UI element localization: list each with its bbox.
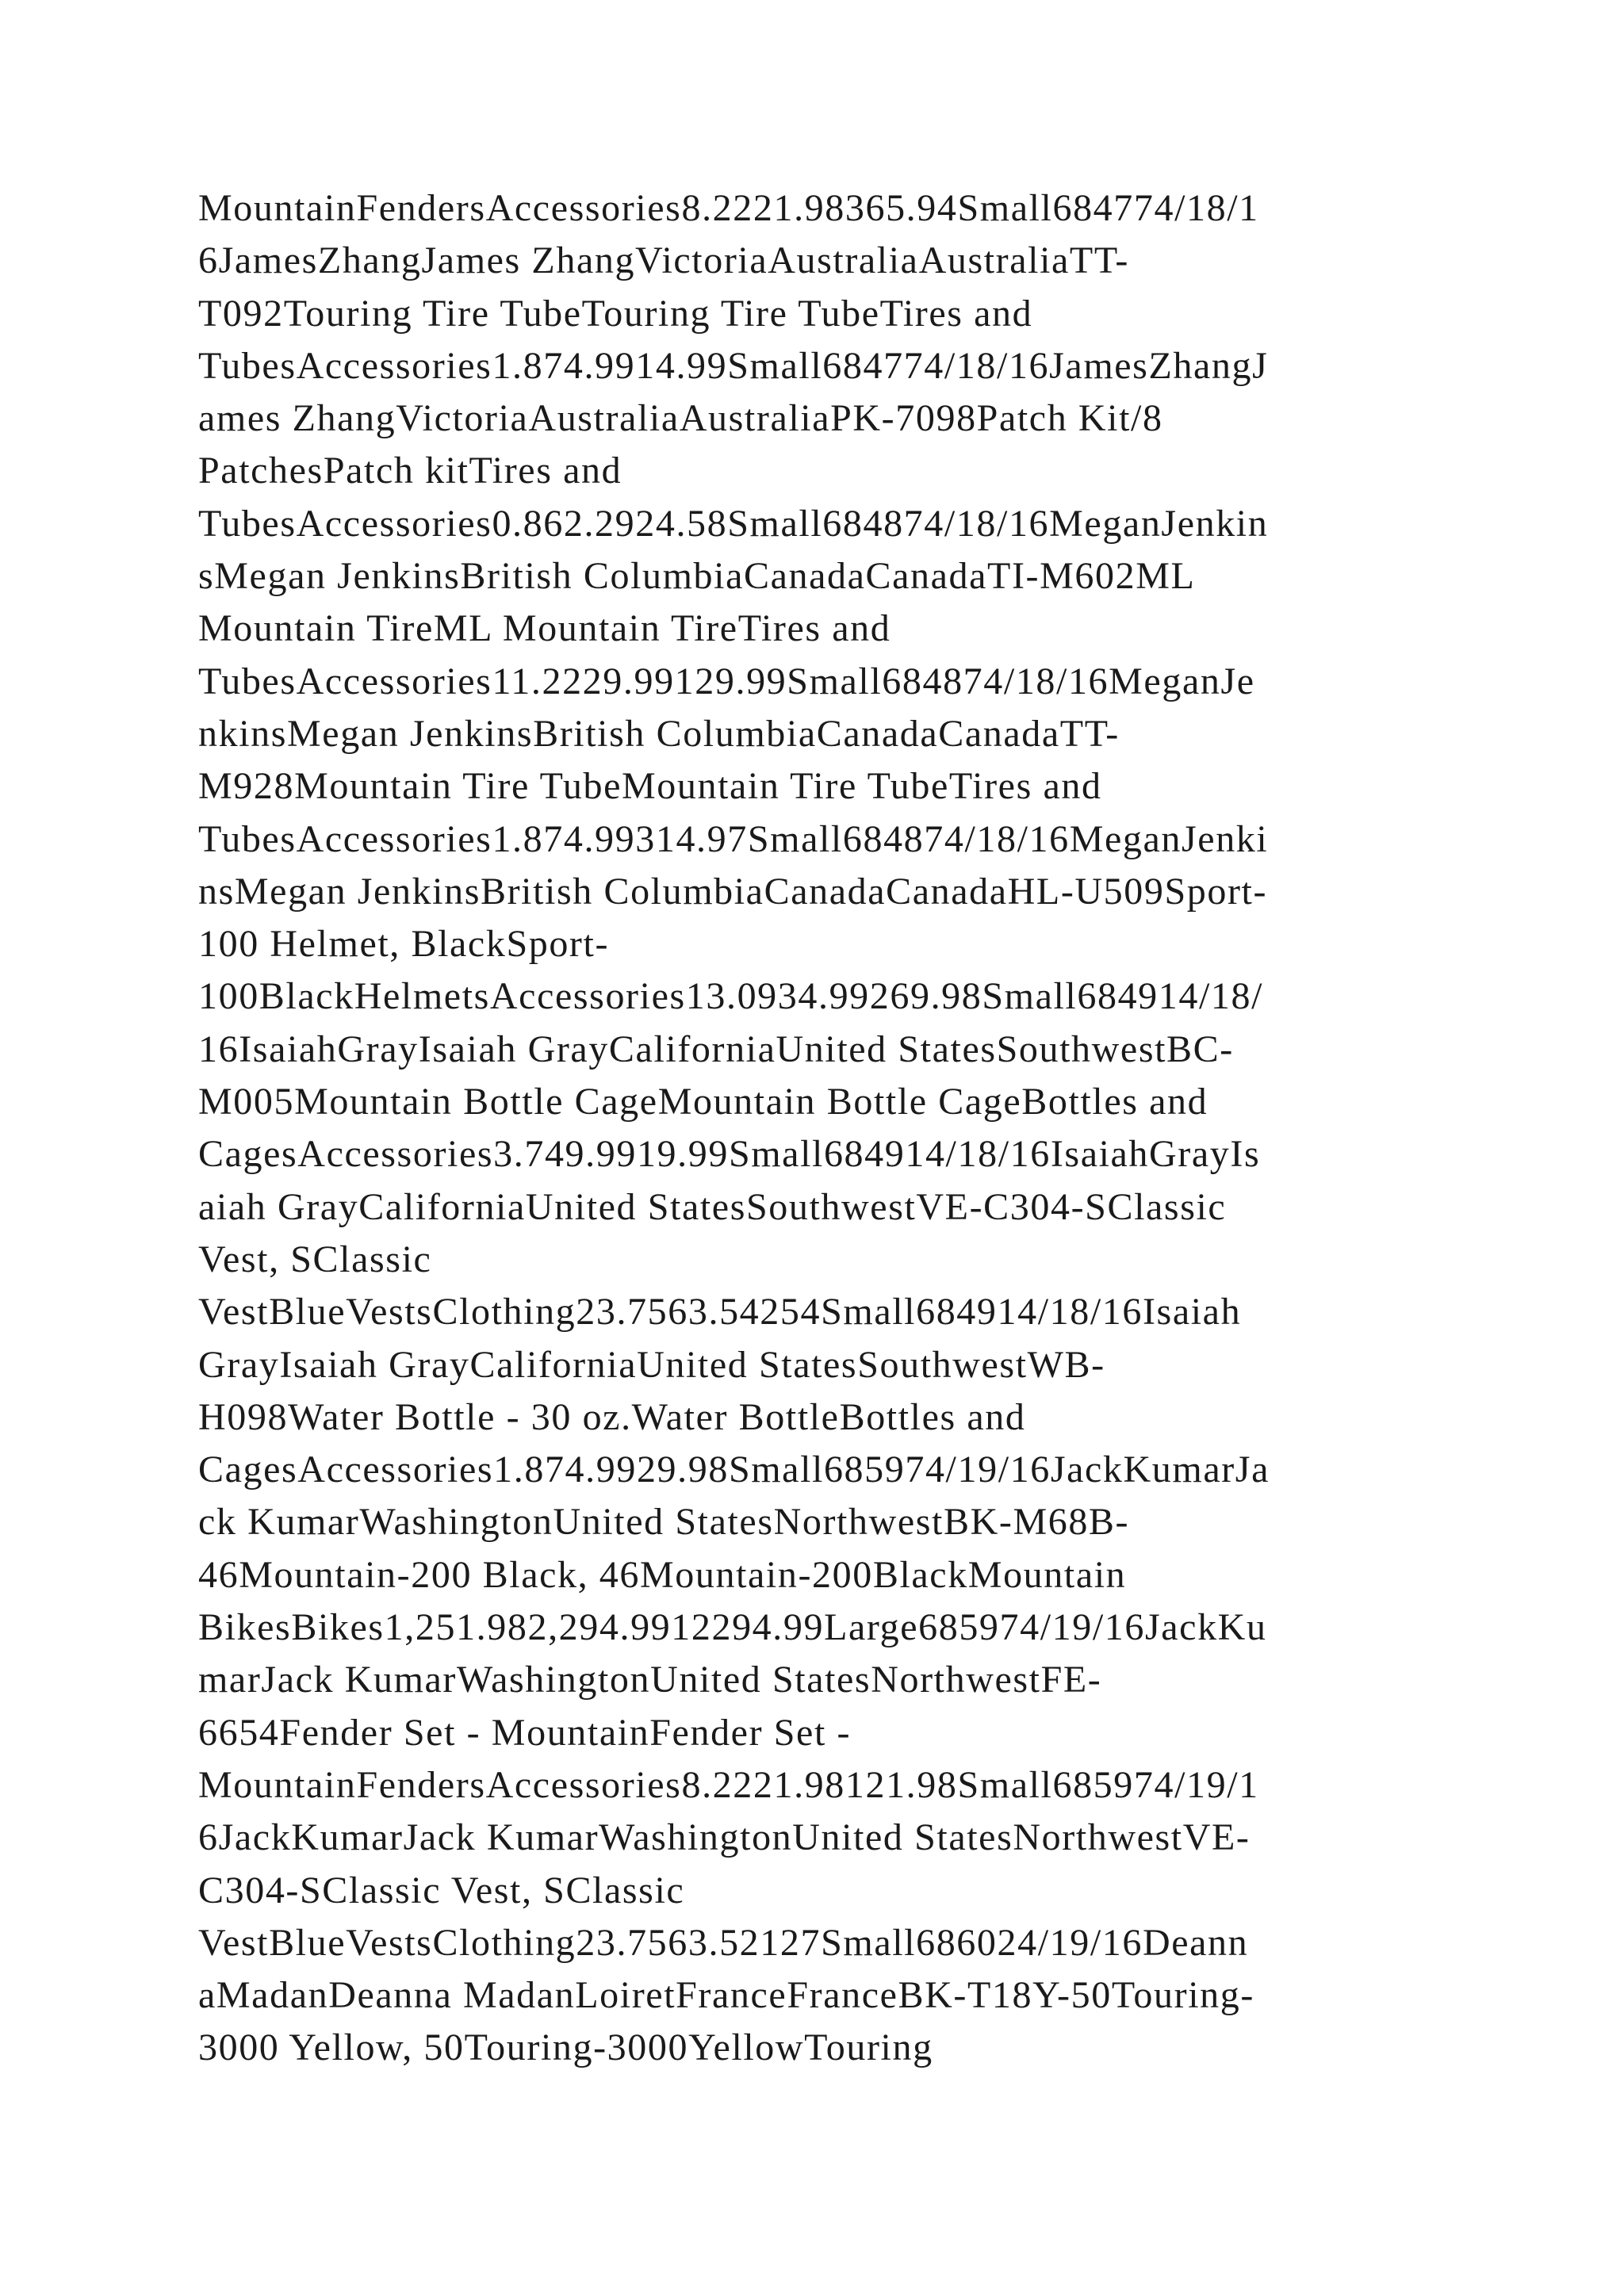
text-line: VestBlueVestsClothing23.7563.52127Small686024/19/16Deann [198, 1921, 1249, 1964]
text-line: H098Water Bottle - 30 oz.Water BottleBottles and [198, 1395, 1026, 1438]
text-line: CagesAccessories1.874.9929.98Small685974/19/16JackKumarJa [198, 1448, 1270, 1491]
text-line: Mountain TireML Mountain TireTires and [198, 607, 891, 650]
text-line: aiah GrayCaliforniaUnited StatesSouthwestVE-C304-SClassic [198, 1185, 1227, 1228]
text-line: MountainFendersAccessories8.2221.98365.94Small684774/18/1 [198, 187, 1259, 229]
text-line: ck KumarWashingtonUnited StatesNorthwestBK-M68B- [198, 1501, 1130, 1544]
text-line: MountainFendersAccessories8.2221.98121.98Small685974/19/1 [198, 1763, 1259, 1806]
text-line: marJack KumarWashingtonUnited StatesNorthwestFE- [198, 1659, 1102, 1701]
text-line: aMadanDeanna MadanLoiretFranceFranceBK-T18Y-50Touring- [198, 1974, 1254, 2017]
text-line: TubesAccessories1.874.99314.97Small684874/18/16MeganJenki [198, 817, 1269, 860]
text-line: GrayIsaiah GrayCaliforniaUnited StatesSouthwestWB- [198, 1343, 1105, 1386]
text-line: 16IsaiahGrayIsaiah GrayCaliforniaUnited StatesSouthwestBC- [198, 1027, 1234, 1070]
text-line: TubesAccessories0.862.2924.58Small684874/18/16MeganJenkin [198, 502, 1269, 545]
text-line: Vest, SClassic [198, 1238, 432, 1280]
text-line: M928Mountain Tire TubeMountain Tire TubeTires and [198, 765, 1102, 808]
text-line: 6JackKumarJack KumarWashingtonUnited StatesNorthwestVE- [198, 1816, 1251, 1859]
text-line: PatchesPatch kitTires and [198, 450, 622, 492]
text-line: nkinsMegan JenkinsBritish ColumbiaCanadaCanadaTT- [198, 712, 1120, 755]
text-line: 46Mountain-200 Black, 46Mountain-200BlackMountain [198, 1553, 1127, 1596]
text-line: BikesBikes1,251.982,294.9912294.99Large685974/19/16JackKu [198, 1606, 1267, 1649]
text-line: CagesAccessories3.749.9919.99Small684914/18/16IsaiahGrayIs [198, 1133, 1261, 1176]
text-line: nsMegan JenkinsBritish ColumbiaCanadaCanadaHL-U509Sport- [198, 870, 1268, 913]
document-body [198, 182, 1451, 2075]
text-line: TubesAccessories11.2229.99129.99Small684874/18/16MeganJe [198, 660, 1255, 702]
text-line: VestBlueVestsClothing23.7563.54254Small684914/18/16Isaiah [198, 1291, 1242, 1334]
text-line: TubesAccessories1.874.9914.99Small684774/18/16JamesZhangJ [198, 344, 1269, 387]
text-line: M005Mountain Bottle CageMountain Bottle CageBottles and [198, 1081, 1208, 1123]
text-line: 3000 Yellow, 50Touring-3000YellowTouring [198, 2026, 933, 2069]
text-line: 6654Fender Set - MountainFender Set - [198, 1711, 852, 1754]
text-line: ames ZhangVictoriaAustraliaAustraliaPK-7098Patch Kit/8 [198, 397, 1163, 440]
text-line: C304-SClassic Vest, SClassic [198, 1869, 685, 1911]
text-line: 100 Helmet, BlackSport- [198, 923, 610, 966]
text-line: 100BlackHelmetsAccessories13.0934.99269.98Small684914/18/ [198, 975, 1264, 1018]
text-line: sMegan JenkinsBritish ColumbiaCanadaCanadaTI-M602ML [198, 555, 1196, 598]
text-line: T092Touring Tire TubeTouring Tire TubeTires and [198, 292, 1033, 335]
text-line: 6JamesZhangJames ZhangVictoriaAustraliaAustraliaTT- [198, 239, 1129, 282]
